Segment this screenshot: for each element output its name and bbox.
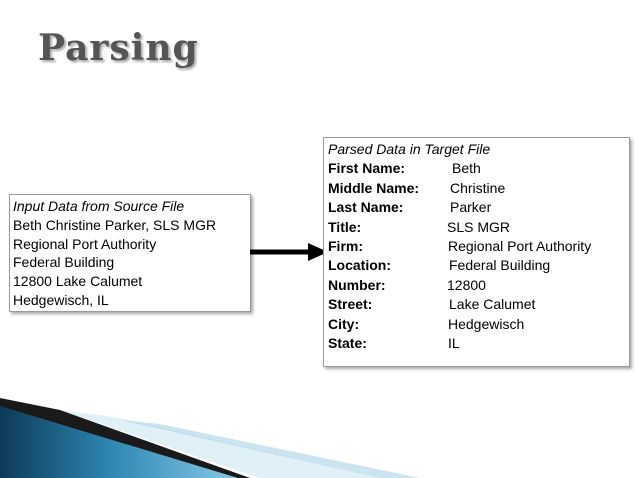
field-row-last-name bbox=[328, 198, 629, 217]
field-value: Regional Port Authority bbox=[448, 237, 592, 254]
input-line: Regional Port Authority bbox=[13, 235, 157, 252]
input-heading: Input Data from Source File bbox=[13, 198, 185, 214]
field-label: First Name: bbox=[328, 160, 406, 177]
field-label: Firm: bbox=[328, 237, 363, 254]
field-value: Hedgewisch bbox=[448, 315, 525, 332]
field-value: SLS MGR bbox=[447, 218, 511, 235]
field-label: City: bbox=[328, 315, 360, 332]
right-arrow-icon bbox=[250, 240, 330, 264]
field-row-number bbox=[328, 276, 629, 295]
field-row-street bbox=[328, 295, 629, 314]
field-label: Title: bbox=[328, 218, 362, 235]
input-line: Beth Christine Parker, SLS MGR bbox=[13, 216, 217, 233]
field-label: State: bbox=[328, 334, 367, 351]
field-row-first-name bbox=[328, 159, 629, 178]
input-line: Hedgewisch, IL bbox=[13, 291, 109, 308]
field-value: Lake Calumet bbox=[449, 296, 536, 313]
field-label: Number: bbox=[328, 276, 386, 293]
field-row-city bbox=[328, 315, 629, 334]
slide-title: Parsing bbox=[38, 27, 199, 69]
field-value: IL bbox=[448, 334, 460, 351]
field-row-title bbox=[328, 218, 629, 237]
field-label: Street: bbox=[328, 296, 373, 313]
input-data-box bbox=[9, 194, 251, 312]
parsed-data-box bbox=[323, 137, 630, 367]
field-value: 12800 bbox=[447, 276, 486, 293]
field-value: Beth bbox=[452, 160, 481, 177]
field-row-firm bbox=[328, 237, 629, 256]
field-value: Parker bbox=[450, 199, 492, 216]
input-line: 12800 Lake Calumet bbox=[13, 273, 143, 290]
target-heading: Parsed Data in Target File bbox=[328, 141, 491, 157]
field-value: Christine bbox=[450, 179, 506, 196]
field-row-middle-name bbox=[328, 179, 629, 198]
field-value: Federal Building bbox=[449, 257, 551, 274]
field-label: Location: bbox=[328, 257, 391, 274]
field-row-state bbox=[328, 334, 629, 353]
field-label: Last Name: bbox=[328, 199, 404, 216]
decorative-swoosh bbox=[0, 398, 638, 478]
input-line: Federal Building bbox=[13, 254, 115, 271]
field-row-location bbox=[328, 256, 629, 275]
field-label: Middle Name: bbox=[328, 179, 420, 196]
